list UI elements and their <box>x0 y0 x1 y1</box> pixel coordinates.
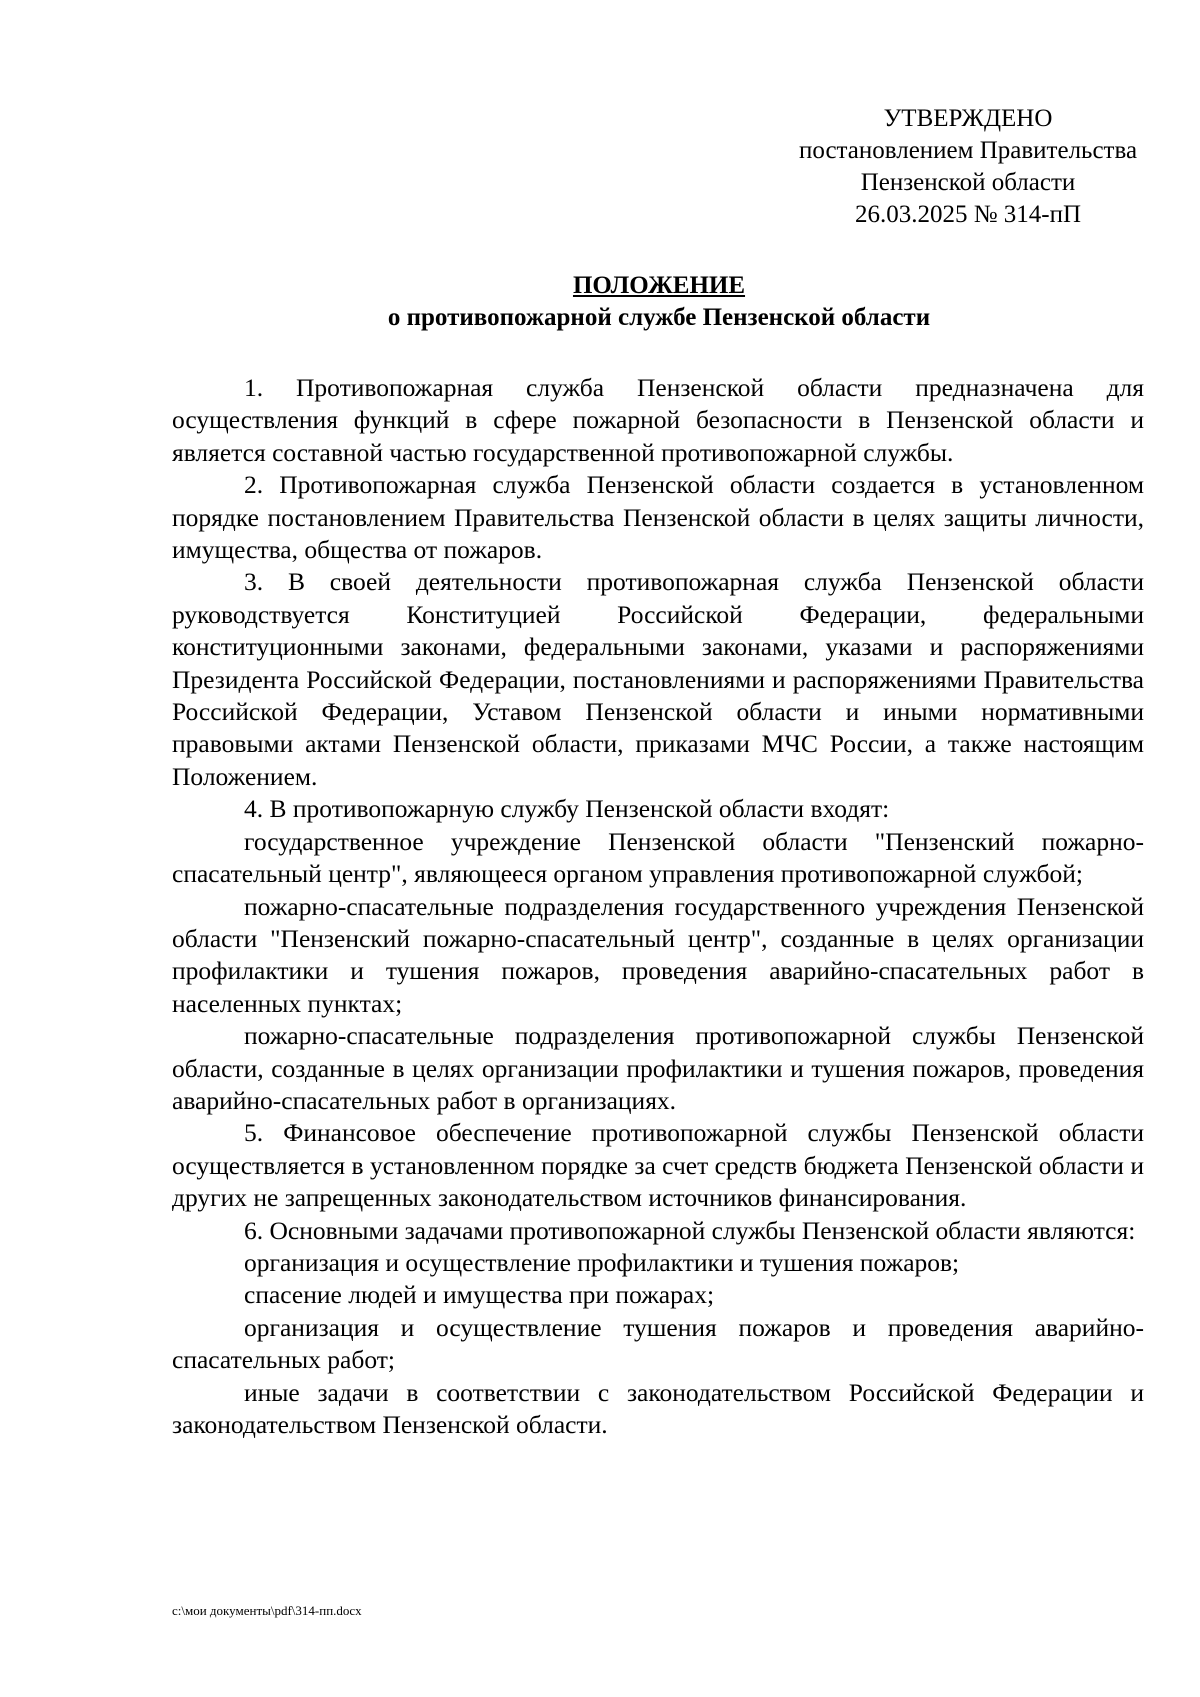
footer-file-path: c:\мои документы\pdf\314-пп.docx <box>172 1603 362 1618</box>
document-title: ПОЛОЖЕНИЕ <box>572 272 746 299</box>
approval-region: Пензенской области <box>860 169 1076 196</box>
paragraph-3: 3. В своей деятельности противопожарная служба Пензенской области руководствуется Конституцией Российской Федерации, федеральными конституционными законами, федеральными законами, указами и распоряжениями Президента Российской Федерации, постановлениями и распоряжениями Правительства Российской Федерации, Уставом Пензенской области и иными нормативными правовыми актами Пензенской области, приказами МЧС России, а также настоящим Положением. <box>172 567 1144 791</box>
paragraph-2: 2. Противопожарная служба Пензенской области создается в установленном порядке постановлением Правительства Пензенской области в целях защиты личности, имущества, общества от пожаров. <box>172 470 1144 565</box>
document-subtitle: о противопожарной службе Пензенской области <box>387 304 931 331</box>
paragraph-4: 4. В противопожарную службу Пензенской области входят: <box>244 794 890 824</box>
document-heading <box>170 270 1148 334</box>
approval-stamp <box>758 103 1178 231</box>
paragraph-5: 5. Финансовое обеспечение противопожарной службы Пензенской области осуществляется в установленном порядке за счет средств бюджета Пензенской области и других не запрещенных законодательством источников финансирования. <box>172 1118 1144 1213</box>
paragraph-4-item-1: государственное учреждение Пензенской области "Пензенский пожарно-спасательный центр", являющееся органом управления противопожарной службой; <box>172 826 1144 889</box>
paragraph-6-item-4: иные задачи в соответствии с законодательством Российской Федерации и законодательством Пензенской области. <box>172 1377 1144 1439</box>
document-body <box>172 372 1144 1441</box>
paragraph-6-item-3: организация и осуществление тушения пожаров и проведения аварийно-спасательных работ; <box>172 1312 1144 1375</box>
approval-date-number: 26.03.2025 № 314-пП <box>854 201 1082 228</box>
paragraph-6-item-1: организация и осуществление профилактики и тушения пожаров; <box>244 1247 960 1277</box>
paragraph-4-item-3: пожарно-спасательные подразделения противопожарной службы Пензенской области, созданные в целях организации профилактики и тушения пожаров, проведения аварийно-спасательных работ в организациях. <box>172 1021 1144 1115</box>
paragraph-4-item-2: пожарно-спасательные подразделения государственного учреждения Пензенской области "Пензенский пожарно-спасательный центр", созданные в целях организации профилактики и тушения пожаров, проведения аварийно-спасательных работ в населенных пунктах; <box>172 891 1144 1018</box>
approval-label: УТВЕРЖДЕНО <box>883 105 1053 132</box>
paragraph-6: 6. Основными задачами противопожарной службы Пензенской области являются: <box>244 1215 1136 1245</box>
approval-issuer: постановлением Правительства <box>798 137 1138 164</box>
paragraph-6-item-2: спасение людей и имущества при пожарах; <box>244 1280 715 1310</box>
paragraph-1: 1. Противопожарная служба Пензенской области предназначена для осуществления функций в сфере пожарной безопасности в Пензенской области и является составной частью государственной противопожарной службы. <box>172 373 1144 467</box>
